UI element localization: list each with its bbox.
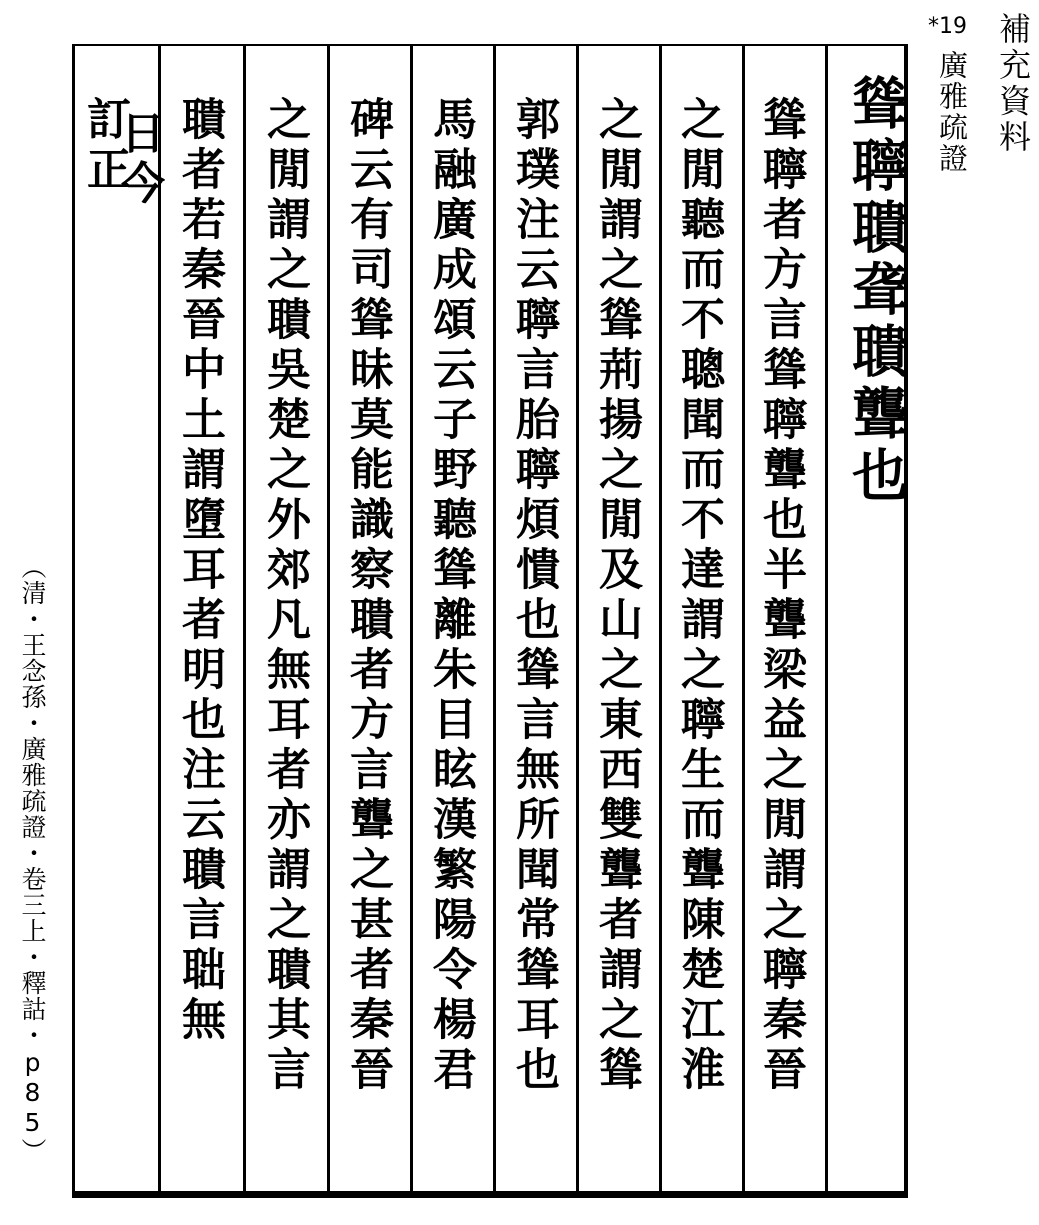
text-column: 日今: [113, 110, 164, 210]
source-citation: （清・王念孫・廣雅疏證・卷三上・釋詁・p85）: [18, 554, 47, 1164]
column-rule: [825, 44, 828, 1191]
book-title: 廣雅疏證: [935, 50, 969, 174]
note-number: *19: [928, 14, 967, 39]
text-column: 郭璞注云聹言胎聹煩憒也聳言無所聞常聳耳也: [508, 96, 559, 1096]
text-column: 之閒謂之聳荊揚之閒及山之東西雙聾者謂之聳: [591, 96, 642, 1096]
text-column: 聳聹者方言聳聹聾也半聾梁益之閒謂之聹秦晉: [755, 96, 806, 1096]
column-rule: [576, 44, 579, 1191]
column-rule: [659, 44, 662, 1191]
text-column: 之閒謂之聵吳楚之外郊凡無耳者亦謂之聵其言: [259, 96, 310, 1096]
entry-heading: 聳聹聵聋聵聾也: [843, 74, 909, 508]
column-rule: [327, 44, 330, 1191]
text-column: 馬融廣成頌云子野聽聳離朱目眩漢繁陽令楊君: [425, 96, 476, 1096]
text-column: 聵者若秦晉中土謂墮耳者明也注云聵言聉無: [174, 96, 225, 1046]
text-column: 碑云有司聳昧莫能識察聵者方言聾之甚者秦晉: [342, 96, 393, 1096]
text-column: 訂正: [79, 96, 130, 196]
text-column: 之閒聽而不聰聞而不達謂之聹生而聾陳楚江淮: [673, 96, 724, 1096]
column-rule: [410, 44, 413, 1191]
column-rule: [742, 44, 745, 1191]
column-rule: [243, 44, 246, 1191]
column-rule: [493, 44, 496, 1191]
supplement-title: 補充資料: [994, 12, 1032, 156]
column-rule: [158, 44, 161, 1191]
